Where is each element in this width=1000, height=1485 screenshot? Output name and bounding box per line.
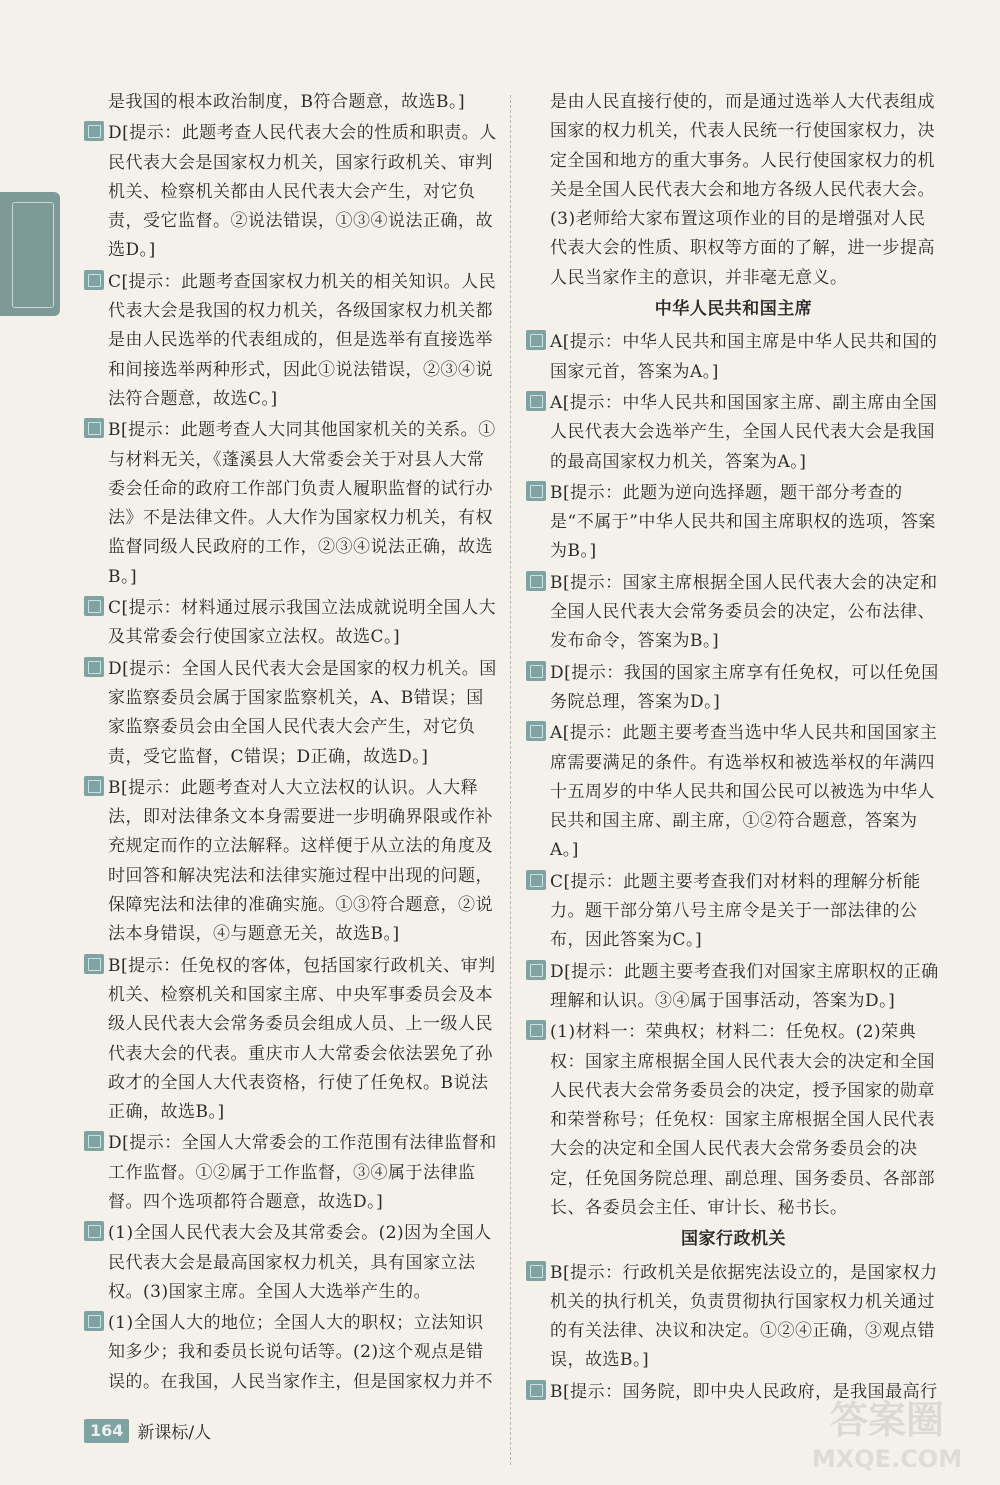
- answer-item: C[提示：此题考查国家权力机关的相关知识。人民代表大会是我国的权力机关，各级国家权力机关都是由人民选举的代表组成的，但是选举有直接选举和间接选举两种形式，因此①说法错误，②③④说法符合题意，故选C。]: [84, 268, 499, 414]
- answer-item: A[提示：中华人民共和国国家主席、副主席由全国人民代表大会选举产生，全国人民代表大会是我国的最高国家权力机关，答案为A。]: [526, 389, 941, 477]
- watermark-line1: 答案圈: [829, 1398, 945, 1442]
- answer-item: C[提示：材料通过展示我国立法成就说明全国人大及其常委会行使国家立法权。故选C。]: [84, 594, 499, 653]
- section-heading-president: 中华人民共和国主席: [654, 299, 813, 320]
- answer-item: B[提示：行政机关是依据宪法设立的，是国家权力机关的执行机关，负责贯彻执行国家权力机关通过的有关法律、决议和决定。①②④正确，③观点错误，故选B。]: [526, 1259, 941, 1376]
- answer-item: B[提示：国家主席根据全国人民代表大会的决定和全国人民代表大会常务委员会的决定，公布法律、发布命令，答案为B。]: [526, 569, 941, 657]
- item-number-icon: [526, 391, 546, 411]
- answer-item: B[提示：任免权的客体，包括国家行政机关、审判机关、检察机关和国家主席、中央军事委员会及本级人民代表大会常务委员会组成人员、上一级人民代表大会的代表。重庆市人大常委会依法罢免了孙政才的全国人大代表资格，行使了任免权。B说法正确，故选B。]: [84, 952, 499, 1128]
- section-heading-administrative: 国家行政机关: [681, 1229, 786, 1250]
- item-number-icon: [526, 661, 546, 681]
- left-column: [84, 88, 499, 1399]
- item-number-icon: [526, 1020, 546, 1040]
- side-section-tab: [0, 192, 60, 316]
- page-number: 164: [84, 1419, 129, 1443]
- item-number-icon: [84, 776, 104, 796]
- answer-item: C[提示：此题主要考查我们对材料的理解分析能力。题干部分第八号主席令是关于一部法律的公布，因此答案为C。]: [526, 868, 941, 956]
- watermark-line2: MXQE.COM: [811, 1445, 963, 1473]
- answer-item: D[提示：我国的国家主席享有任免权，可以任免国务院总理，答案为D。]: [526, 659, 941, 718]
- answer-item: D[提示：此题主要考查我们对国家主席职权的正确理解和认识。③④属于国事活动，答案为D。]: [526, 958, 941, 1017]
- left-lead-text: 是我国的根本政治制度，B符合题意，故选B。]: [108, 92, 466, 112]
- item-number-icon: [84, 121, 104, 141]
- answer-item: (1)全国人大的地位；全国人大的职权；立法知识知多少；我和委员长说句话等。(2)这个观点是错误的。在我国，人民当家作主，但是国家权力并不: [84, 1309, 499, 1397]
- item-number-icon: [84, 418, 104, 438]
- answer-item: D[提示：全国人大常委会的工作范围有法律监督和工作监督。①②属于工作监督，③④属于法律监督。四个选项都符合题意，故选D。]: [84, 1129, 499, 1217]
- item-number-icon: [84, 1221, 104, 1241]
- item-number-icon: [84, 596, 104, 616]
- answer-item: A[提示：此题主要考查当选中华人民共和国国家主席需要满足的条件。有选举权和被选举权的年满四十五周岁的中华人民共和国公民可以被选为中华人民共和国主席、副主席，①②符合题意，答案为A。]: [526, 719, 941, 865]
- series-label: 新课标/人: [137, 1423, 212, 1443]
- column-divider: [510, 95, 511, 1465]
- answer-item: D[提示：全国人民代表大会是国家的权力机关。国家监察委员会属于国家监察机关，A、B错误；国家监察委员会由全国人民代表大会产生，对它负责，受它监督，C错误；D正确，故选D。]: [84, 655, 499, 772]
- answer-item: (1)材料一：荣典权；材料二：任免权。(2)荣典权：国家主席根据全国人民代表大会的决定和全国人民代表大会常务委员会的决定，授予国家的勋章和荣誉称号；任免权：国家主席根据全国人民代表大会的决定和全国人民代表大会常务委员会的决定，任免国务院总理、副总理、国务委员、各部部长、各委员会主任、审计长、秘书长。: [526, 1018, 941, 1223]
- answer-item: (1)全国人民代表大会及其常委会。(2)因为全国人民代表大会是最高国家权力机关，具有国家立法权。(3)国家主席。全国人大选举产生的。: [84, 1219, 499, 1307]
- answer-item: B[提示：国务院，即中央人民政府，是我国最高行: [526, 1378, 941, 1407]
- item-number-icon: [84, 270, 104, 290]
- item-number-icon: [526, 1261, 546, 1281]
- item-number-icon: [84, 657, 104, 677]
- item-number-icon: [526, 1380, 546, 1400]
- item-number-icon: [526, 571, 546, 591]
- item-number-icon: [84, 1311, 104, 1331]
- side-tab-frame: [12, 202, 54, 308]
- answer-item: A[提示：中华人民共和国主席是中华人民共和国的国家元首，答案为A。]: [526, 328, 941, 387]
- answer-item: B[提示：此题为逆向选择题，题干部分考查的是“不属于”中华人民共和国主席职权的选项，答案为B。]: [526, 479, 941, 567]
- item-number-icon: [526, 330, 546, 350]
- item-number-icon: [84, 1131, 104, 1151]
- item-number-icon: [526, 960, 546, 980]
- right-lead-text: 是由人民直接行使的，而是通过选举人大代表组成国家的权力机关，代表人民统一行使国家权力，决定全国和地方的重大事务。人民行使国家权力的机关是全国人民代表大会和地方各级人民代表大会。(3)老师给大家布置这项作业的目的是增强对人民代表大会的性质、职权等方面的了解，进一步提高人民当家作主的意识，并非毫无意义。: [550, 92, 935, 288]
- item-number-icon: [526, 870, 546, 890]
- right-column: [526, 88, 941, 1409]
- item-number-icon: [526, 721, 546, 741]
- watermark-logo: [792, 1387, 982, 1477]
- answer-item: B[提示：此题考查人大同其他国家机关的关系。①与材料无关，《蓬溪县人大常委会关于对县人大常委会任命的政府工作部门负责人履职监督的试行办法》不是法律文件。人大作为国家权力机关，有权监督同级人民政府的工作，②③④说法正确，故选B。]: [84, 416, 499, 592]
- item-number-icon: [526, 481, 546, 501]
- item-number-icon: [84, 954, 104, 974]
- answer-item: B[提示：此题考查对人大立法权的认识。人大释法，即对法律条文本身需要进一步明确界限或作补充规定而作的立法解释。这样便于从立法的角度及时回答和解决宪法和法律实施过程中出现的问题，保障宪法和法律的准确实施。①③符合题意，②说法本身错误，④与题意无关，故选B。]: [84, 774, 499, 950]
- page-footer: [84, 1418, 211, 1443]
- answer-item: D[提示：此题考查人民代表大会的性质和职责。人民代表大会是国家权力机关，国家行政机关、审判机关、检察机关都由人民代表大会产生，对它负责，受它监督。②说法错误，①③④说法正确，故选D。]: [84, 119, 499, 265]
